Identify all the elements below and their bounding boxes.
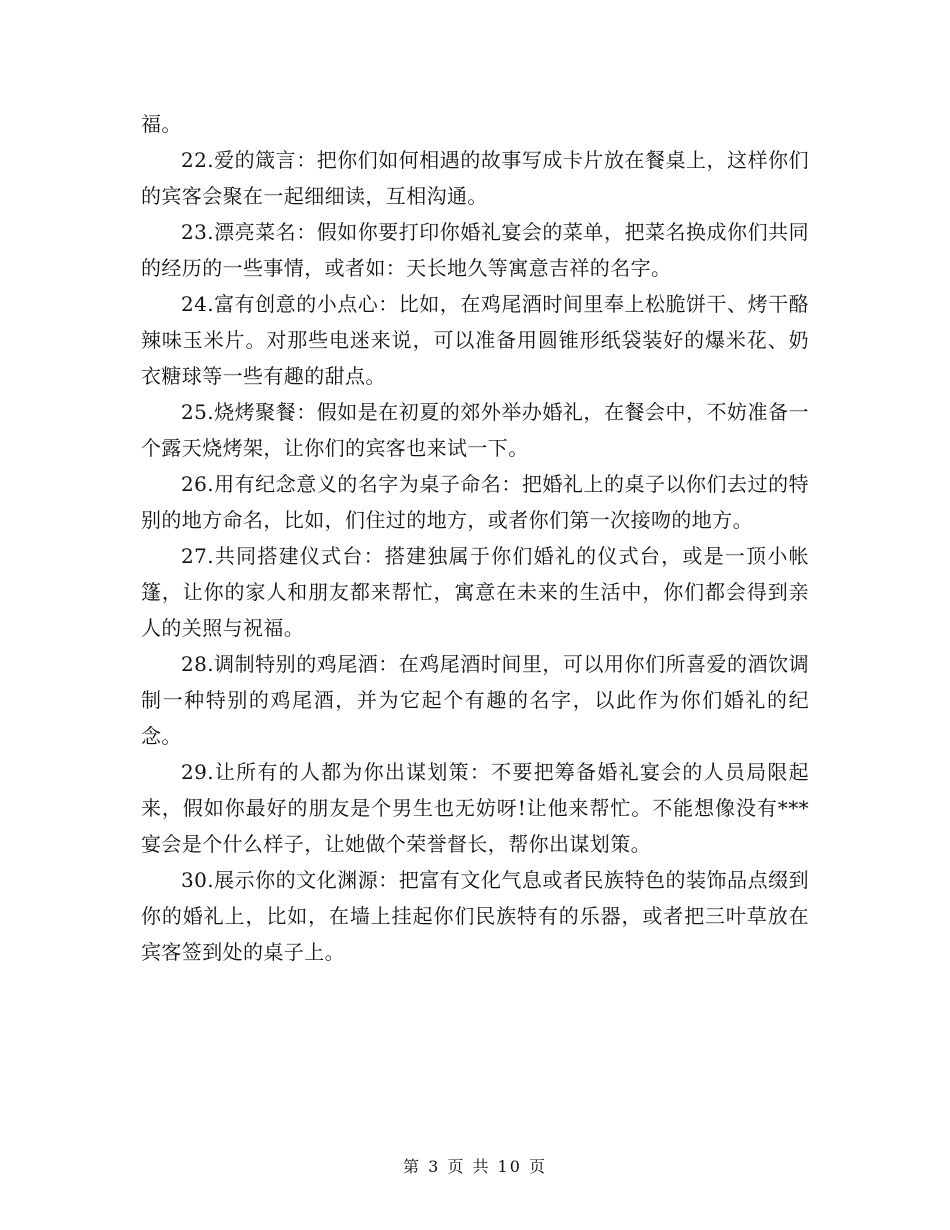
paragraph-item-23: 23.漂亮菜名：假如你要打印你婚礼宴会的菜单，把菜名换成你们共同的经历的一些事情，或者如：天长地久等寓意吉祥的名字。 [141, 220, 809, 280]
paragraph-item-30: 30.展示你的文化渊源：把富有文化气息或者民族特色的装饰品点缀到你的婚礼上，比如，在墙上挂起你们民族特有的乐器，或者把三叶草放在宾客签到处的桌子上。 [141, 868, 809, 964]
paragraph-item-27: 27.共同搭建仪式台：搭建独属于你们婚礼的仪式台，或是一顶小帐篷，让你的家人和朋友都来帮忙，寓意在未来的生活中，你们都会得到亲人的关照与祝福。 [141, 544, 809, 640]
document-body [141, 106, 809, 970]
paragraph-item-22: 22.爱的箴言：把你们如何相遇的故事写成卡片放在餐桌上，这样你们的宾客会聚在一起细细读，互相沟通。 [141, 148, 809, 208]
paragraph-item-25: 25.烧烤聚餐：假如是在初夏的郊外举办婚礼，在餐会中，不妨准备一个露天烧烤架，让你们的宾客也来试一下。 [141, 400, 809, 460]
paragraph-continuation: 福。 [141, 112, 182, 136]
paragraph-item-28: 28.调制特别的鸡尾酒：在鸡尾酒时间里，可以用你们所喜爱的酒饮调制一种特别的鸡尾酒，并为它起个有趣的名字，以此作为你们婚礼的纪念。 [141, 652, 809, 748]
paragraph-item-29: 29.让所有的人都为你出谋划策：不要把筹备婚礼宴会的人员局限起来，假如你最好的朋友是个男生也无妨呀!让他来帮忙。不能想像没有***宴会是个什么样子，让她做个荣誉督长，帮你出谋划策。 [141, 760, 809, 856]
paragraph-item-26: 26.用有纪念意义的名字为桌子命名：把婚礼上的桌子以你们去过的特别的地方命名，比如，们住过的地方，或者你们第一次接吻的地方。 [141, 472, 809, 532]
paragraph-item-24: 24.富有创意的小点心：比如，在鸡尾酒时间里奉上松脆饼干、烤干酪辣味玉米片。对那些电迷来说，可以准备用圆锥形纸袋装好的爆米花、奶衣糖球等一些有趣的甜点。 [141, 292, 809, 388]
page-number-footer: 第 3 页 共 10 页 [403, 1157, 547, 1176]
